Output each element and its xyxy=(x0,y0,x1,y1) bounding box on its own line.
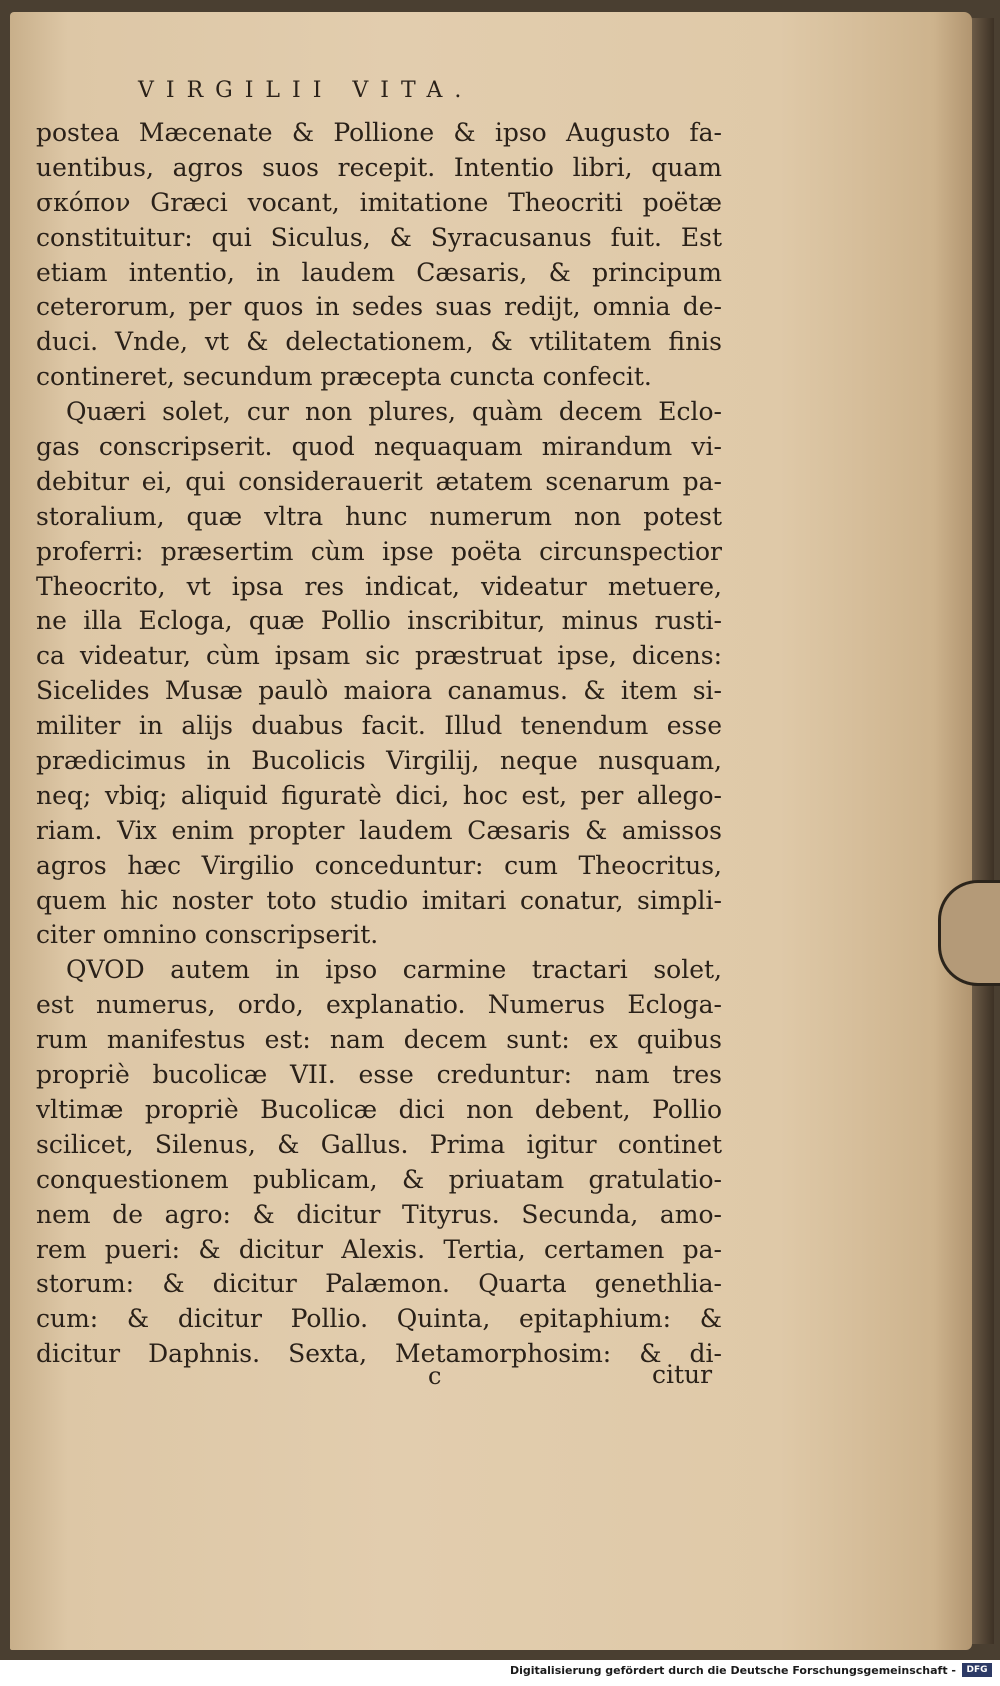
text-line: postea Mæcenate & Pollione & ipso Augusto fa- xyxy=(36,118,722,147)
text-line: gas conscripserit. quod nequaquam mirandum vi- xyxy=(36,432,722,462)
page-edge xyxy=(972,18,994,1644)
text-line: rem pueri: & dicitur Alexis. Tertia, certamen pa- xyxy=(36,1234,722,1264)
text-line: duci. Vnde, vt & delectationem, & vtilitatem finis xyxy=(36,327,722,357)
text-line: prædicimus in Bucolicis Virgilij, neque nusquam, xyxy=(36,746,722,776)
text-line: neq; vbiq; aliquid figuratè dici, hoc est, per allego- xyxy=(36,780,722,810)
footer xyxy=(0,1660,1000,1686)
text-line: ceterorum, per quos in sedes suas redijt, omnia de- xyxy=(36,292,722,322)
text-line: est numerus, ordo, explanatio. Numerus Eclogа- xyxy=(36,990,722,1020)
body-text xyxy=(36,116,722,1372)
text-line: vltimæ propriè Bucolicæ dici non debent, Pollio xyxy=(36,1094,722,1124)
text-line: contineret, secundum præcepta cuncta confecit. xyxy=(36,362,652,392)
book-clasp xyxy=(938,880,1000,986)
text-line: Sicelides Musæ paulò maiora canamus. & item si- xyxy=(36,676,722,706)
text-line: debitur ei, qui considerauerit ætatem scenarum pa- xyxy=(36,466,722,496)
text-line: storalium, quæ vltra hunc numerum non potest xyxy=(36,501,722,531)
text-line: cum: & dicitur Pollio. Quinta, epitaphium: & xyxy=(36,1304,722,1334)
footer-credit: Digitalisierung gefördert durch die Deutsche Forschungsgemeinschaft - xyxy=(509,1664,956,1677)
text-line: ne illa Ecloga, quæ Pollio inscribitur, minus rusti- xyxy=(36,606,722,636)
text-line: conquestionem publicam, & priuatam gratulatio- xyxy=(36,1164,722,1194)
text-line: constituitur: qui Siculus, & Syracusanus fuit. Est xyxy=(36,222,722,252)
text-line: quem hic noster toto studio imitari conatur, simpli- xyxy=(36,885,722,915)
text-line: rum manifestus est: nam decem sunt: ex quibus xyxy=(36,1025,722,1055)
text-line: citer omnino conscripserit. xyxy=(36,920,379,950)
text-line: riam. Vix enim propter laudem Cæsaris & amissos xyxy=(36,815,722,845)
text-line: nem de agro: & dicitur Tityrus. Secunda, amo- xyxy=(36,1199,722,1229)
text-line: ca videatur, cùm ipsam sic præstruat ipse, dicens: xyxy=(36,641,722,671)
text-line: proferri: præsertim cùm ipse poëta circunspectior xyxy=(36,536,722,566)
text-line: Theocrito, vt ipsa res indicat, videatur metuere, xyxy=(36,571,722,601)
signature-mark: c xyxy=(428,1362,442,1390)
text-line: dicitur Daphnis. Sexta, Metamorphosim: & di- xyxy=(36,1339,722,1369)
text-line: propriè bucolicæ VII. esse creduntur: nam tres xyxy=(36,1060,722,1090)
text-line: Quæri solet, cur non plures, quàm decem Eclo- xyxy=(66,397,722,427)
text-line: etiam intentio, in laudem Cæsaris, & principum xyxy=(36,257,722,287)
running-head: VIRGILII VITA. xyxy=(138,78,474,103)
text-line: storum: & dicitur Palæmon. Quarta genethlia- xyxy=(36,1269,722,1299)
text-line: scilicet, Silenus, & Gallus. Prima igitur continet xyxy=(36,1129,722,1159)
text-line: agros hæc Virgilio conceduntur: cum Theocritus, xyxy=(36,850,722,880)
text-line: QVOD autem in ipso carmine tractari solet, xyxy=(66,955,722,985)
text-line: uentibus, agros suos recepit. Intentio libri, quam xyxy=(36,152,722,182)
dfg-logo: DFG xyxy=(962,1663,992,1677)
text-line: σκόπον Græci vocant, imitatione Theocriti poëtæ xyxy=(36,187,722,217)
catchword: citur xyxy=(652,1360,713,1389)
text-line: militer in alijs duabus facit. Illud tenendum esse xyxy=(36,711,722,741)
